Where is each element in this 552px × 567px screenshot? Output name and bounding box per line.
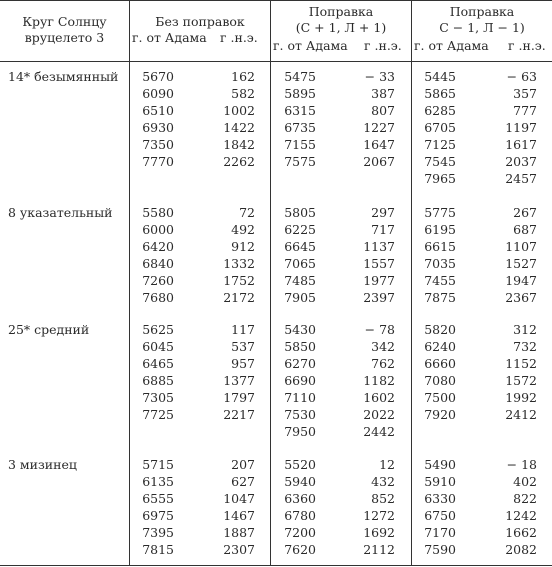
year-ne-cell: 957 xyxy=(231,356,255,371)
year-adam-cell: 7815 xyxy=(142,542,174,557)
year-adam-cell: 5445 xyxy=(424,69,456,84)
group-label: 14* безымянный xyxy=(8,69,119,84)
year-ne-cell: 2172 xyxy=(223,290,255,305)
header-no-correction: Без поправок xyxy=(155,14,245,29)
year-adam-cell: 5475 xyxy=(284,69,316,84)
group-label: 3 мизинец xyxy=(8,457,77,472)
year-adam-cell: 7170 xyxy=(424,525,456,540)
year-ne-cell: 1647 xyxy=(363,137,395,152)
year-adam-cell: 7110 xyxy=(284,390,316,405)
year-adam-cell: 7965 xyxy=(424,171,456,186)
year-adam-cell: 6930 xyxy=(142,120,174,135)
year-ne-cell: 822 xyxy=(513,491,537,506)
year-ne-cell: 162 xyxy=(231,69,255,84)
year-adam-cell: 7125 xyxy=(424,137,456,152)
year-ne-cell: 1422 xyxy=(223,120,255,135)
year-ne-cell: 912 xyxy=(231,239,255,254)
year-ne-cell: 627 xyxy=(231,474,255,489)
year-adam-cell: 7155 xyxy=(284,137,316,152)
year-adam-cell: 6045 xyxy=(142,339,174,354)
year-adam-cell: 6690 xyxy=(284,373,316,388)
subheader-adam-1: г. от Адама xyxy=(132,30,207,45)
year-adam-cell: 7545 xyxy=(424,154,456,169)
year-ne-cell: 687 xyxy=(513,222,537,237)
year-ne-cell: 717 xyxy=(371,222,395,237)
year-ne-cell: 1002 xyxy=(223,103,255,118)
year-ne-cell: 1377 xyxy=(223,373,255,388)
year-ne-cell: 1152 xyxy=(505,356,537,371)
year-ne-cell: 2082 xyxy=(505,542,537,557)
year-ne-cell: 2307 xyxy=(223,542,255,557)
year-adam-cell: 6555 xyxy=(142,491,174,506)
subheader-ne-1: г .н.э. xyxy=(220,30,258,45)
year-adam-cell: 7065 xyxy=(284,256,316,271)
year-adam-cell: 6645 xyxy=(284,239,316,254)
year-ne-cell: 2442 xyxy=(363,424,395,439)
year-ne-cell: 297 xyxy=(371,205,395,220)
year-ne-cell: 2397 xyxy=(363,290,395,305)
year-ne-cell: 1197 xyxy=(505,120,537,135)
year-adam-cell: 6135 xyxy=(142,474,174,489)
year-adam-cell: 6360 xyxy=(284,491,316,506)
year-ne-cell: 1227 xyxy=(363,120,395,135)
year-adam-cell: 7920 xyxy=(424,407,456,422)
year-ne-cell: 762 xyxy=(371,356,395,371)
year-ne-cell: 1752 xyxy=(223,273,255,288)
year-adam-cell: 7725 xyxy=(142,407,174,422)
year-adam-cell: 6705 xyxy=(424,120,456,135)
year-ne-cell: − 33 xyxy=(364,69,395,84)
year-ne-cell: 732 xyxy=(513,339,537,354)
year-ne-cell: 807 xyxy=(371,103,395,118)
year-ne-cell: 1182 xyxy=(363,373,395,388)
year-ne-cell: 312 xyxy=(513,322,537,337)
year-adam-cell: 7620 xyxy=(284,542,316,557)
year-adam-cell: 6420 xyxy=(142,239,174,254)
year-ne-cell: 72 xyxy=(239,205,255,220)
year-adam-cell: 6780 xyxy=(284,508,316,523)
year-adam-cell: 6735 xyxy=(284,120,316,135)
year-adam-cell: 6195 xyxy=(424,222,456,237)
year-adam-cell: 7350 xyxy=(142,137,174,152)
year-adam-cell: 6615 xyxy=(424,239,456,254)
year-ne-cell: 1107 xyxy=(505,239,537,254)
year-adam-cell: 7305 xyxy=(142,390,174,405)
year-ne-cell: 357 xyxy=(513,86,537,101)
year-adam-cell: 6000 xyxy=(142,222,174,237)
year-ne-cell: 342 xyxy=(371,339,395,354)
header-plus-line1: Поправка xyxy=(308,4,374,19)
year-ne-cell: 492 xyxy=(231,222,255,237)
year-adam-cell: 5910 xyxy=(424,474,456,489)
year-adam-cell: 5430 xyxy=(284,322,316,337)
year-adam-cell: 5895 xyxy=(284,86,316,101)
year-ne-cell: 2067 xyxy=(363,154,395,169)
year-ne-cell: − 78 xyxy=(364,322,395,337)
year-adam-cell: 6660 xyxy=(424,356,456,371)
year-ne-cell: 1662 xyxy=(505,525,537,540)
year-adam-cell: 6975 xyxy=(142,508,174,523)
year-adam-cell: 6840 xyxy=(142,256,174,271)
subheader-adam-2: г. от Адама xyxy=(273,38,348,53)
year-ne-cell: 387 xyxy=(371,86,395,101)
year-adam-cell: 7590 xyxy=(424,542,456,557)
year-ne-cell: − 63 xyxy=(506,69,537,84)
group-label: 25* средний xyxy=(8,322,90,337)
year-adam-cell: 7260 xyxy=(142,273,174,288)
year-adam-cell: 7680 xyxy=(142,290,174,305)
year-adam-cell: 6330 xyxy=(424,491,456,506)
year-adam-cell: 5625 xyxy=(142,322,174,337)
header-minus-line1: Поправка xyxy=(449,4,515,19)
year-adam-cell: 6225 xyxy=(284,222,316,237)
year-ne-cell: 2037 xyxy=(505,154,537,169)
year-adam-cell: 7500 xyxy=(424,390,456,405)
year-adam-cell: 7485 xyxy=(284,273,316,288)
year-ne-cell: 1692 xyxy=(363,525,395,540)
year-ne-cell: 2022 xyxy=(363,407,395,422)
header-col1-line2: вруцелето 3 xyxy=(24,30,105,45)
year-ne-cell: − 18 xyxy=(506,457,537,472)
year-ne-cell: 1602 xyxy=(363,390,395,405)
year-adam-cell: 5490 xyxy=(424,457,456,472)
year-ne-cell: 267 xyxy=(513,205,537,220)
year-adam-cell: 6885 xyxy=(142,373,174,388)
year-ne-cell: 1242 xyxy=(505,508,537,523)
year-adam-cell: 6240 xyxy=(424,339,456,354)
year-ne-cell: 207 xyxy=(231,457,255,472)
subheader-adam-3: г. от Адама xyxy=(414,38,489,53)
year-adam-cell: 6465 xyxy=(142,356,174,371)
year-adam-cell: 7875 xyxy=(424,290,456,305)
year-adam-cell: 7770 xyxy=(142,154,174,169)
year-adam-cell: 5805 xyxy=(284,205,316,220)
year-adam-cell: 6270 xyxy=(284,356,316,371)
header-minus-line2: С − 1, Л − 1) xyxy=(439,20,525,35)
year-ne-cell: 1977 xyxy=(363,273,395,288)
year-adam-cell: 6315 xyxy=(284,103,316,118)
year-adam-cell: 5775 xyxy=(424,205,456,220)
year-ne-cell: 2457 xyxy=(505,171,537,186)
year-adam-cell: 5520 xyxy=(284,457,316,472)
header-plus-line2: (С + 1, Л + 1) xyxy=(295,20,387,35)
table-bottom-rule xyxy=(0,565,552,566)
year-ne-cell: 1047 xyxy=(223,491,255,506)
year-ne-cell: 1617 xyxy=(505,137,537,152)
year-adam-cell: 5670 xyxy=(142,69,174,84)
col-divider-1 xyxy=(129,0,130,566)
year-ne-cell: 1137 xyxy=(363,239,395,254)
header-rule xyxy=(0,61,552,62)
year-ne-cell: 2262 xyxy=(223,154,255,169)
subheader-ne-2: г .н.э. xyxy=(364,38,402,53)
year-adam-cell: 7035 xyxy=(424,256,456,271)
year-ne-cell: 1887 xyxy=(223,525,255,540)
table-top-rule xyxy=(0,0,552,1)
header-col1-line1: Круг Солнцу xyxy=(22,14,107,29)
year-ne-cell: 1797 xyxy=(223,390,255,405)
year-ne-cell: 1332 xyxy=(223,256,255,271)
year-ne-cell: 12 xyxy=(379,457,395,472)
year-adam-cell: 7395 xyxy=(142,525,174,540)
year-adam-cell: 5820 xyxy=(424,322,456,337)
year-adam-cell: 7080 xyxy=(424,373,456,388)
year-ne-cell: 402 xyxy=(513,474,537,489)
year-adam-cell: 7950 xyxy=(284,424,316,439)
year-ne-cell: 2412 xyxy=(505,407,537,422)
year-adam-cell: 6285 xyxy=(424,103,456,118)
year-ne-cell: 2112 xyxy=(363,542,395,557)
year-adam-cell: 5580 xyxy=(142,205,174,220)
year-ne-cell: 1572 xyxy=(505,373,537,388)
year-ne-cell: 537 xyxy=(231,339,255,354)
year-ne-cell: 1467 xyxy=(223,508,255,523)
year-ne-cell: 1947 xyxy=(505,273,537,288)
year-ne-cell: 1557 xyxy=(363,256,395,271)
year-adam-cell: 5940 xyxy=(284,474,316,489)
subheader-ne-3: г .н.э. xyxy=(508,38,546,53)
year-adam-cell: 6510 xyxy=(142,103,174,118)
year-ne-cell: 777 xyxy=(513,103,537,118)
col-divider-2 xyxy=(270,0,271,566)
year-ne-cell: 1992 xyxy=(505,390,537,405)
year-ne-cell: 1272 xyxy=(363,508,395,523)
col-divider-3 xyxy=(411,0,412,566)
year-ne-cell: 582 xyxy=(231,86,255,101)
year-ne-cell: 1527 xyxy=(505,256,537,271)
year-ne-cell: 2367 xyxy=(505,290,537,305)
year-ne-cell: 1842 xyxy=(223,137,255,152)
year-adam-cell: 5865 xyxy=(424,86,456,101)
year-adam-cell: 7575 xyxy=(284,154,316,169)
year-adam-cell: 7200 xyxy=(284,525,316,540)
year-ne-cell: 2217 xyxy=(223,407,255,422)
group-label: 8 указательный xyxy=(8,205,113,220)
year-adam-cell: 7455 xyxy=(424,273,456,288)
year-adam-cell: 5850 xyxy=(284,339,316,354)
year-adam-cell: 6750 xyxy=(424,508,456,523)
year-ne-cell: 117 xyxy=(231,322,255,337)
year-adam-cell: 7530 xyxy=(284,407,316,422)
year-ne-cell: 852 xyxy=(371,491,395,506)
year-adam-cell: 5715 xyxy=(142,457,174,472)
year-adam-cell: 7905 xyxy=(284,290,316,305)
year-ne-cell: 432 xyxy=(371,474,395,489)
year-adam-cell: 6090 xyxy=(142,86,174,101)
